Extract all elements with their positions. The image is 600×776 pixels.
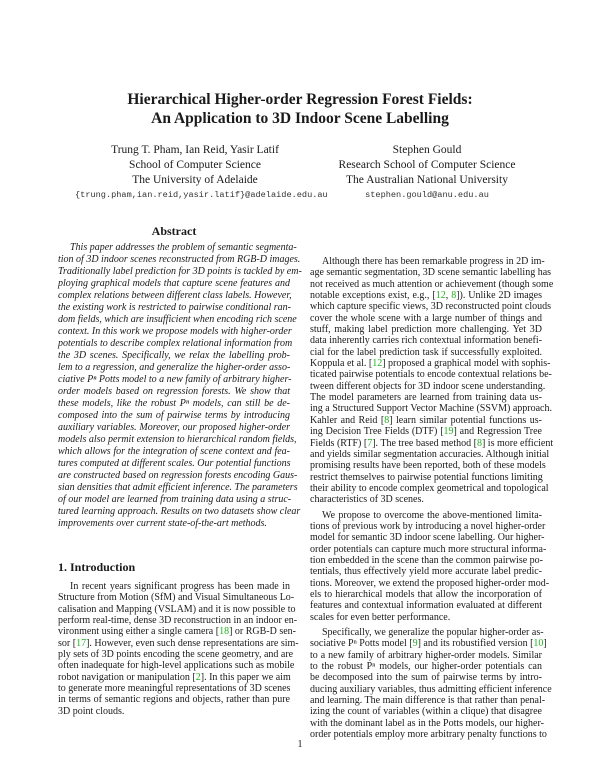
text-line: of our model are learned from training data using a struc- bbox=[58, 494, 292, 505]
text-line: sian densities that admit efficient inference. The parameters bbox=[58, 482, 298, 493]
text-line: vironment using either a single camera [18] or RGB-D sen- bbox=[58, 626, 296, 638]
author-email: {trung.pham,ian.reid,yasir.latif}@adelaide.edu.au bbox=[75, 190, 328, 200]
text-line: els to hierarchical models that allow the incorporation of bbox=[310, 588, 542, 600]
paragraph bbox=[310, 256, 554, 506]
text-line: to the robust Pⁿ models, our higher-order potentials can bbox=[310, 661, 542, 673]
author-names: Trung T. Pham, Ian Reid, Yasir Latif bbox=[111, 144, 279, 156]
text-line: to a new family of arbitrary higher-order models. Similar bbox=[310, 649, 542, 661]
citation-link[interactable]: 7 bbox=[367, 437, 373, 449]
title-line: Hierarchical Higher-order Regression Forest Fields: bbox=[127, 91, 473, 108]
text-line: and learning. The main difference is that rather than penal- bbox=[310, 695, 546, 707]
author-block-right bbox=[307, 143, 547, 203]
text-line: which allows for the integration of scene context and fea- bbox=[58, 446, 290, 457]
text-line: to generate more meaningful representations of 3D scenes bbox=[58, 683, 291, 695]
title-line: An Application to 3D Indoor Scene Labelling bbox=[151, 110, 449, 127]
text-line: characteristics of 3D scenes. bbox=[310, 494, 424, 506]
citation-link[interactable]: 12 bbox=[372, 358, 383, 370]
paper-title bbox=[0, 90, 600, 128]
author-names: Stephen Gould bbox=[392, 144, 462, 156]
text-line: cover the whole scene with a large number of things and bbox=[310, 312, 542, 324]
text-line: stuff, making label prediction more challenging. Yet 3D bbox=[310, 324, 542, 336]
text-line: ploying graphical models that capture scene features and bbox=[58, 278, 290, 289]
page-number: 1 bbox=[297, 739, 303, 750]
text-line: calisation and Mapping (VSLAM) and it is now possible to bbox=[58, 603, 296, 615]
text-line: model for semantic 3D indoor scene labelling. Our higher- bbox=[310, 532, 545, 544]
text-line: 3D point clouds. bbox=[58, 705, 125, 717]
intro-right-column bbox=[310, 256, 554, 744]
author-dept: School of Computer Science bbox=[129, 159, 261, 171]
text-line: ing Decision Tree Fields (DTF) [19] and Regression Tree bbox=[310, 426, 542, 438]
intro-left-column bbox=[58, 581, 299, 721]
text-line: cial for the label prediction task if successfully exploited. bbox=[310, 346, 542, 358]
text-line: This paper addresses the problem of semantic segmenta- bbox=[70, 242, 297, 253]
text-line: complex relations between different class labels. However, bbox=[58, 290, 292, 301]
text-line: ing a Structured Support Vector Machine (SSVM) approach. bbox=[310, 403, 552, 415]
text-line: be decomposed into the sum of pairwise terms by intro- bbox=[310, 672, 542, 684]
paragraph bbox=[310, 509, 550, 623]
text-line: notable exceptions exist, e.g., [12, 8]). Unlike 2D images bbox=[310, 290, 542, 302]
text-line: tentials, thus effectively yield more accurate label predic- bbox=[310, 566, 542, 578]
text-line: age semantic segmentation, 3D scene semantic labelling has bbox=[310, 267, 552, 279]
text-line: dom fields, which are insufficient when encoding rich scene bbox=[58, 314, 297, 325]
text-line: izing the count of variables (within a clique) that disagree bbox=[310, 706, 542, 718]
text-line: lem to a regression, and generalize the higher-order asso- bbox=[58, 362, 291, 373]
text-line: data inherently carries rich contextual information benefi- bbox=[310, 335, 542, 347]
text-line: The model parameters are learned from training data us- bbox=[310, 392, 542, 404]
text-line: which capture specific views, 3D reconstructed point clouds bbox=[310, 301, 552, 313]
abstract-body bbox=[58, 242, 302, 534]
text-line: Specifically, we generalize the popular higher-order as- bbox=[322, 627, 544, 638]
text-line: tions of previous work by introducing a novel higher-order bbox=[310, 520, 546, 532]
text-line: Koppula et al. [12] proposed a graphical model with sophis- bbox=[310, 358, 551, 370]
text-line: promising results have been reported, both of these models bbox=[310, 460, 546, 472]
author-block-left bbox=[75, 143, 328, 203]
citation-link[interactable]: 18 bbox=[219, 626, 230, 638]
text-line: We propose to overcome the above-mentioned limita- bbox=[322, 509, 542, 521]
text-line: with the dominant label as in the Potts models, our higher- bbox=[310, 717, 544, 729]
text-line: composed into the sum of pairwise terms by introducing bbox=[58, 410, 290, 421]
text-line: sor [17]. However, even such dense representations are sim- bbox=[58, 637, 299, 649]
citation-link[interactable]: 8 bbox=[476, 437, 482, 449]
text-line: models also permit extension to hierarchical random fields, bbox=[58, 434, 297, 445]
text-line: ciative Pⁿ Potts model to a new family of arbitrary higher- bbox=[58, 374, 292, 385]
text-line: ducing auxiliary variables, thus admitting efficient inference bbox=[310, 683, 552, 695]
author-inst: The Australian National University bbox=[346, 174, 508, 186]
text-line: in terms of semantic regions and objects, rather than pure bbox=[58, 694, 290, 706]
text-line: the existing work is restricted to pairwise conditional ran- bbox=[58, 302, 291, 313]
text-line: Although there has been remarkable progress in 2D im- bbox=[322, 256, 545, 267]
text-line: tions. Moreover, we extend the proposed higher-order mod- bbox=[310, 577, 550, 589]
citation-link[interactable]: 9 bbox=[412, 638, 418, 650]
text-line: potentials to describe complex relational information from bbox=[58, 338, 293, 349]
text-line: context. In this work we propose models with higher-order bbox=[58, 326, 292, 337]
text-line: tion of 3D indoor scenes reconstructed from RGB-D images. bbox=[58, 254, 301, 265]
author-dept: Research School of Computer Science bbox=[338, 159, 516, 171]
text-line: tures computed at different scales. Our potential functions bbox=[58, 458, 291, 469]
citation-link[interactable]: 8 bbox=[384, 414, 390, 426]
author-inst: The University of Adelaide bbox=[132, 174, 258, 186]
text-line: and yields similar segmentation accuracies. Although initial bbox=[310, 448, 550, 460]
text-line: the 3D scenes. Specifically, we relax the labelling prob- bbox=[58, 350, 290, 361]
citation-link[interactable]: 10 bbox=[533, 638, 544, 650]
text-line: order potentials can capture much more structural informa- bbox=[310, 543, 547, 555]
citation-link[interactable]: 17 bbox=[76, 637, 87, 649]
text-line: tween different objects for 3D indoor scene understanding. bbox=[310, 380, 546, 392]
abstract-heading: Abstract bbox=[151, 224, 197, 238]
paragraph bbox=[58, 242, 302, 530]
text-line: order potentials employ more arbitrary penalty functions to bbox=[310, 729, 547, 741]
text-line: features and contextual information evaluated at different bbox=[310, 600, 542, 612]
text-line: Fields (RTF) [7]. The tree based method [8] is more efficient bbox=[310, 437, 554, 449]
text-line: In recent years significant progress has been made in bbox=[70, 581, 290, 592]
paragraph bbox=[58, 581, 299, 717]
text-line: not received as much attention or achievement (though some bbox=[310, 278, 554, 290]
citation-link[interactable]: 8 bbox=[451, 290, 457, 302]
text-line: ticated pairwise potentials to encode contextual relations be- bbox=[310, 369, 552, 381]
text-line: sociative Pⁿ Potts model [9] and its robustified version [10] bbox=[310, 638, 547, 650]
text-line: scales for even better performance. bbox=[310, 611, 451, 623]
citation-link[interactable]: 12 bbox=[435, 290, 446, 302]
text-line: improvements over current state-of-the-art methods. bbox=[58, 518, 267, 529]
text-line: often inadequate for high-level applications such as mobile bbox=[58, 660, 295, 672]
text-line: tured learning approach. Results on two datasets show clear bbox=[58, 506, 301, 517]
text-line: robot navigation or manipulation [2]. In this paper we aim bbox=[58, 671, 291, 683]
text-line: auxiliary variables. Moreover, our proposed higher-order bbox=[58, 422, 290, 433]
text-line: ply sets of 3D points encoding the scene geometry, and are bbox=[58, 649, 294, 661]
text-line: their ability to encode complex geometrical and topological bbox=[310, 482, 549, 494]
text-line: tion embedded in the scene than the common pairwise po- bbox=[310, 554, 543, 566]
text-line: are constructed based on regression forests encoding Gaus- bbox=[58, 470, 298, 481]
text-line: order models based on regression forests. We show that bbox=[58, 386, 290, 397]
author-email: stephen.gould@anu.edu.au bbox=[365, 190, 489, 200]
citation-link[interactable]: 19 bbox=[443, 426, 454, 438]
citation-link[interactable]: 2 bbox=[195, 671, 201, 683]
text-line: restrict themselves to pairwise potential functions limiting bbox=[310, 471, 543, 483]
text-line: Structure from Motion (SfM) and Visual Simultaneous Lo- bbox=[58, 592, 295, 604]
paragraph bbox=[310, 627, 552, 741]
text-line: Kahler and Reid [8] learn similar potential functions us- bbox=[310, 414, 542, 426]
text-line: perform real-time, dense 3D reconstruction in an indoor en- bbox=[58, 615, 298, 627]
introduction-heading: 1. Introduction bbox=[58, 560, 136, 574]
text-line: Traditionally label prediction for 3D points is tackled by em- bbox=[58, 266, 302, 277]
text-line: these models, like the robust Pⁿ models, can still be de- bbox=[58, 398, 290, 409]
